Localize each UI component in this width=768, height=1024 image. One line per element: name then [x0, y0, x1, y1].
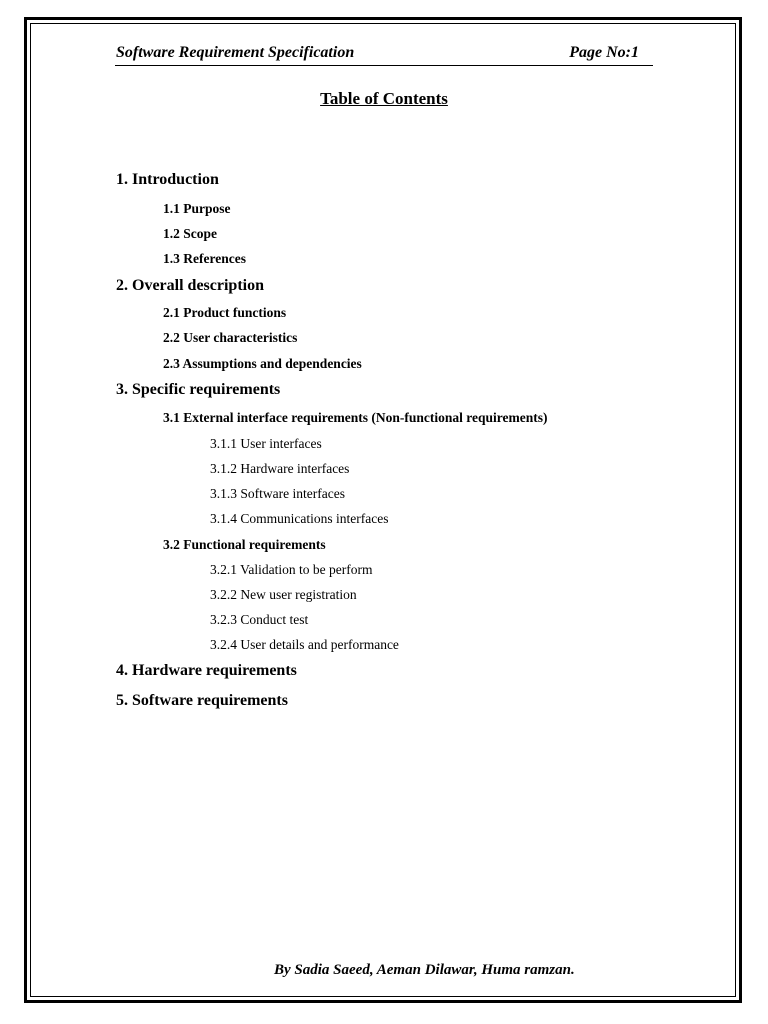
header-page-number: Page No:1: [569, 44, 639, 61]
page-border-inner: [30, 23, 736, 997]
header-title: Software Requirement Specification: [116, 44, 355, 61]
toc-heading-text: Table of Contents: [320, 89, 448, 108]
page-footer-authors: By Sadia Saeed, Aeman Dilawar, Huma ramzan.: [274, 962, 575, 978]
toc-entry-3-1-3: 3.1.3 Software interfaces: [210, 486, 345, 501]
toc-entry-5: 5. Software requirements: [116, 692, 288, 709]
toc-entry-3-2-4: 3.2.4 User details and performance: [210, 637, 399, 652]
toc-entry-3: 3. Specific requirements: [116, 381, 281, 398]
page-header: [115, 43, 653, 66]
toc-entry-1-1: 1.1 Purpose: [163, 201, 231, 216]
toc-entry-3-1: 3.1 External interface requirements (Non-functional requirements): [163, 410, 548, 425]
toc-entry-1: 1. Introduction: [116, 171, 219, 188]
toc-entry-3-2-2: 3.2.2 New user registration: [210, 587, 357, 602]
toc-entry-4: 4. Hardware requirements: [116, 662, 297, 679]
toc-heading: [0, 89, 768, 109]
toc-entry-1-3: 1.3 References: [163, 251, 246, 266]
toc-entry-3-2: 3.2 Functional requirements: [163, 537, 326, 552]
toc-entry-3-2-3: 3.2.3 Conduct test: [210, 612, 309, 627]
toc-entry-2-1: 2.1 Product functions: [163, 305, 287, 320]
toc-entry-3-1-4: 3.1.4 Communications interfaces: [210, 511, 389, 526]
toc-entry-2: 2. Overall description: [116, 277, 264, 294]
toc-entry-3-2-1: 3.2.1 Validation to be perform: [210, 562, 373, 577]
toc-entry-3-1-1: 3.1.1 User interfaces: [210, 436, 322, 451]
toc-entry-3-1-2: 3.1.2 Hardware interfaces: [210, 461, 350, 476]
toc-entry-2-2: 2.2 User characteristics: [163, 330, 298, 345]
toc-entry-1-2: 1.2 Scope: [163, 226, 217, 241]
toc-entry-2-3: 2.3 Assumptions and dependencies: [163, 356, 362, 371]
